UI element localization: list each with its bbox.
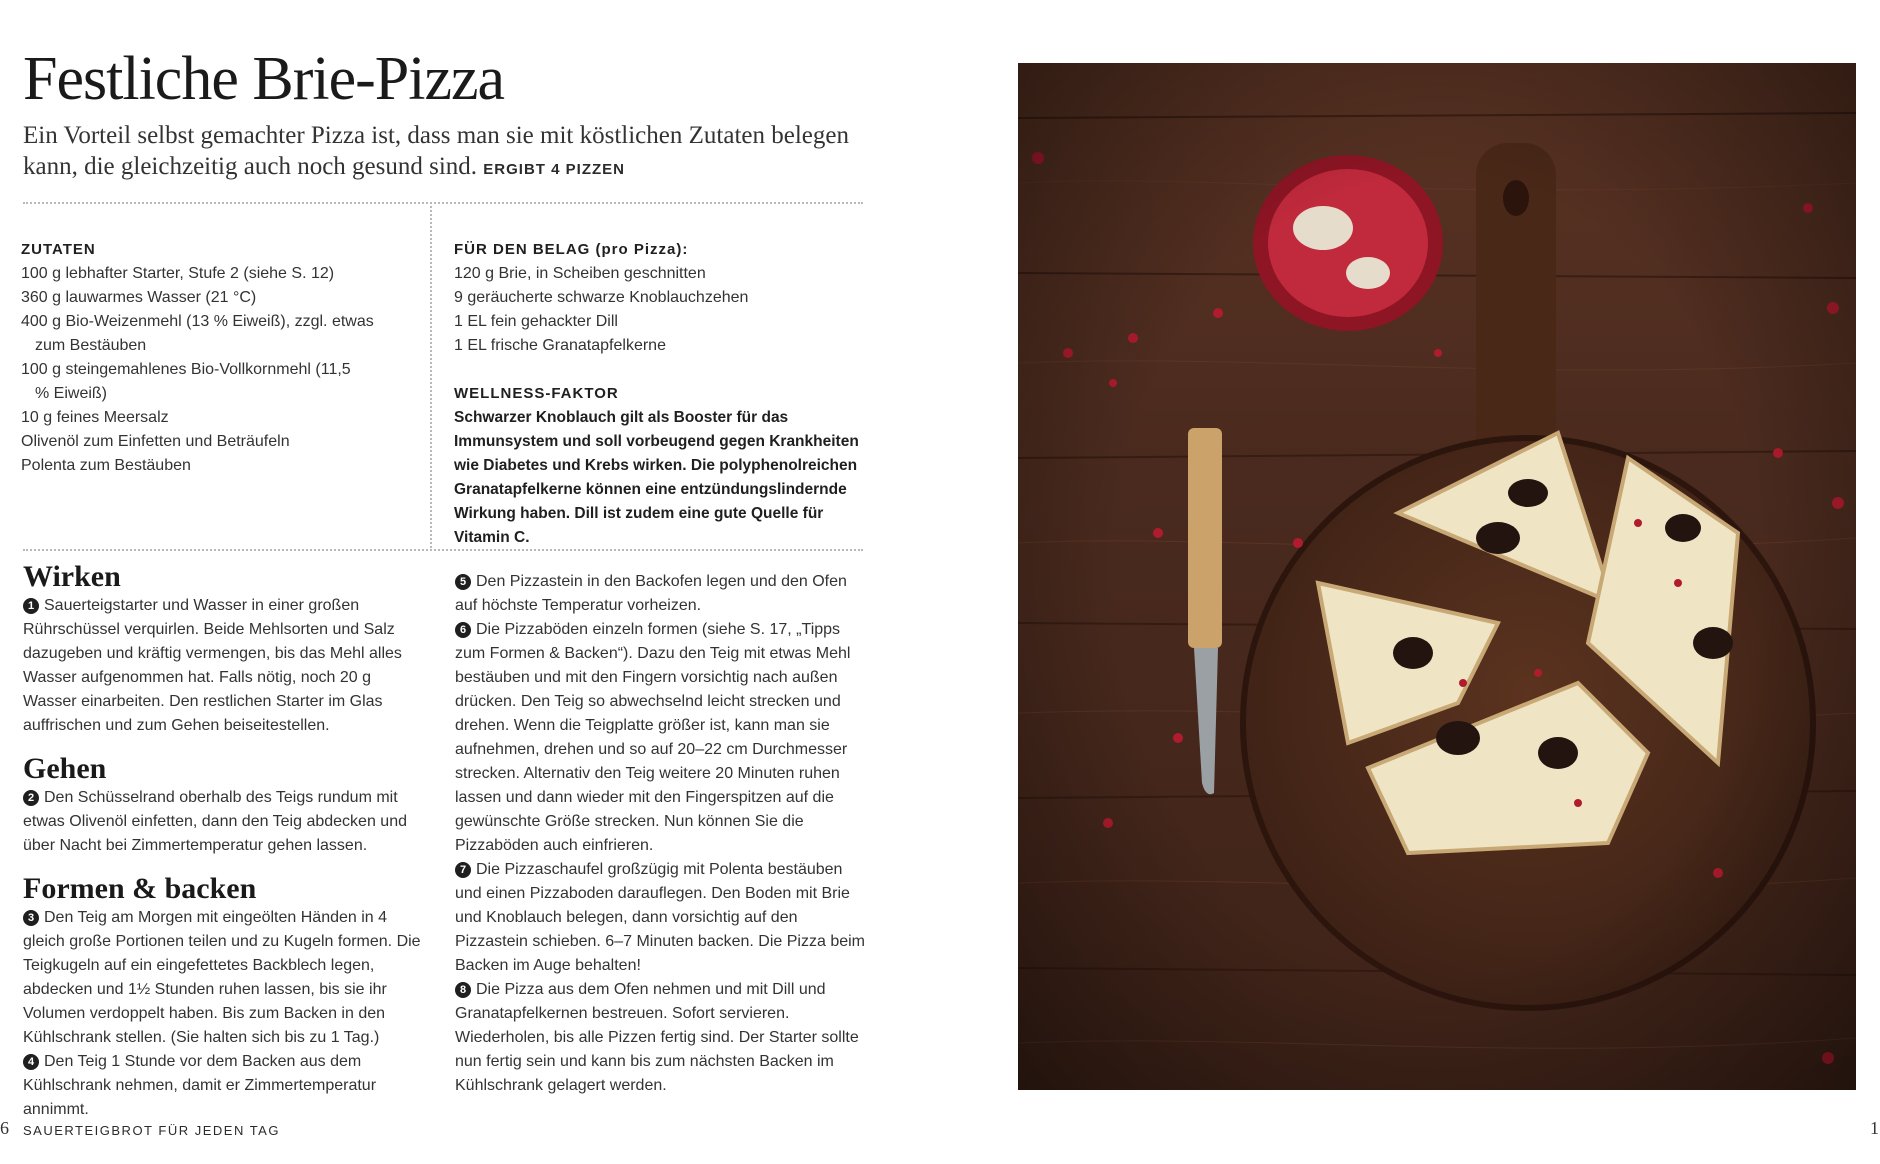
step-text: Den Teig am Morgen mit eingeölten Händen in 4 gleich große Portionen teilen und zu Kugeln formen. Die Teigkugeln auf ein eingefettetes Backblech legen, abdecken und 1½ Stunden ruhen lassen, bis sie ihr Volumen verdoppelt haben. Bis zum Backen in den Kühlschrank stellen. (Sie halten sich bis zu 1 Tag.): [23, 909, 421, 1046]
book-title-footer: SAUERTEIGBROT FÜR JEDEN TAG: [23, 1123, 280, 1138]
step-number-badge: 2: [23, 790, 39, 806]
divider-top: [23, 202, 863, 204]
step-number-badge: 7: [455, 862, 471, 878]
step-text: Den Schüsselrand oberhalb des Teigs rundum mit etwas Olivenöl einfetten, dann den Teig abdecken und über Nacht bei Zimmertemperatur gehen lassen.: [23, 789, 407, 854]
section-wirken: [23, 560, 428, 738]
topping-item: 1 EL fein gehackter Dill: [454, 313, 618, 330]
ingredient-item: 100 g lebhafter Starter, Stufe 2 (siehe S. 12): [21, 265, 335, 282]
step-number-badge: 8: [455, 982, 471, 998]
step-number-badge: 3: [23, 910, 39, 926]
ingredient-item: Olivenöl zum Einfetten und Beträufeln: [21, 433, 290, 450]
yield-label: ERGIBT 4 PIZZEN: [483, 161, 625, 178]
page-number-right: 1: [1870, 1118, 1879, 1138]
method-step: [23, 594, 428, 738]
recipe-intro: [23, 120, 863, 185]
step-text: Sauerteigstarter und Wasser in einer großen Rührschüssel verquirlen. Beide Mehlsorten und Salz dazugeben und kräftig vermengen, bis das Mehl alles Wasser aufgenommen hat. Falls nötig, noch 20 g Wasser einarbeiten. Den restlichen Starter im Glas auffrischen und zum Gehen beiseitestellen.: [23, 597, 402, 734]
method-step: [455, 978, 865, 1098]
method-step: [23, 906, 428, 1050]
section-heading: Formen & backen: [23, 872, 257, 905]
step-number-badge: 5: [455, 574, 471, 590]
wellness-label: WELLNESS-FAKTOR: [454, 385, 619, 402]
step-text: Die Pizzaschaufel großzügig mit Polenta bestäuben und einen Pizzaboden darauflegen. Den Boden mit Brie und Knoblauch belegen, dann vorsichtig auf den Pizzastein schieben. 6–7 Minuten backen. Die Pizza beim Backen im Auge behalten!: [455, 861, 865, 974]
topping-item: 1 EL frische Granatapfelkerne: [454, 337, 666, 354]
method-column-left: [23, 560, 428, 1136]
section-heading: Gehen: [23, 752, 107, 785]
ingredients-label: ZUTATEN: [21, 241, 96, 258]
step-text: Die Pizzaböden einzeln formen (siehe S. 17, „Tipps zum Formen & Backen“). Dazu den Teig mit etwas Mehl bestäuben und mit den Fingern vorsichtig nach außen drücken. Den Teig so abwechselnd leicht strecken und drehen. Wenn die Teigplatte größer ist, kann man sie aufnehmen, drehen und so auf 20–22 cm Durchmesser strecken. Alternativ den Teig weitere 20 Minuten ruhen lassen und dann wieder mit den Fingerspitzen auf die gewünschte Größe strecken. Nun können Sie die Pizzaböden auch einfrieren.: [455, 621, 851, 854]
ingredient-item: 400 g Bio-Weizenmehl (13 % Eiweiß), zzgl. etwas zum Bestäuben: [21, 313, 374, 354]
method-step: [455, 570, 865, 618]
step-number-badge: 6: [455, 622, 471, 638]
section-gehen: [23, 752, 428, 858]
method-step: [23, 1050, 428, 1122]
ingredient-item: 100 g steingemahlenes Bio-Vollkornmehl (11,5 % Eiweiß): [21, 361, 351, 402]
page-number-left: 6: [0, 1118, 9, 1138]
wellness-text: Schwarzer Knoblauch gilt als Booster für das Immunsystem und soll vorbeugend gegen Krankheiten wie Diabetes und Krebs wirken. Die polyphenolreichen Granatapfelkerne können eine entzündungslindernde Wirkung haben. Dill ist zudem eine gute Quelle für Vitamin C.: [454, 409, 859, 546]
step-number-badge: 1: [23, 598, 39, 614]
method-column-right: [455, 570, 865, 1098]
step-text: Den Pizzastein in den Backofen legen und den Ofen auf höchste Temperatur vorheizen.: [455, 573, 847, 614]
ingredients-block: [21, 238, 421, 478]
topping-item: 9 geräucherte schwarze Knoblauchzehen: [454, 289, 749, 306]
divider-vertical: [430, 206, 432, 548]
section-formen: [23, 872, 428, 1122]
wellness-block: [454, 382, 864, 550]
topping-label: FÜR DEN BELAG (pro Pizza):: [454, 241, 689, 258]
step-text: Die Pizza aus dem Ofen nehmen und mit Dill und Granatapfelkernen bestreuen. Sofort servieren. Wiederholen, bis alle Pizzen fertig sind. Der Starter sollte nun fertig sein und kann bis zum nächsten Backen im Kühlschrank gelagert werden.: [455, 981, 859, 1094]
intro-text: Ein Vorteil selbst gemachter Pizza ist, dass man sie mit köstlichen Zutaten belegen kann, die gleichzeitig auch noch gesund sind.: [23, 122, 849, 180]
section-heading: Wirken: [23, 560, 121, 593]
pizza-photo: [1018, 63, 1856, 1090]
step-number-badge: 4: [23, 1054, 39, 1070]
ingredients-list: [21, 262, 421, 478]
ingredient-item: 360 g lauwarmes Wasser (21 °C): [21, 289, 257, 306]
topping-list: [454, 262, 864, 358]
ingredient-item: 10 g feines Meersalz: [21, 409, 169, 426]
method-step: [455, 858, 865, 978]
method-step: [23, 786, 428, 858]
step-text: Den Teig 1 Stunde vor dem Backen aus dem Kühlschrank nehmen, damit er Zimmertemperatur annimmt.: [23, 1053, 377, 1118]
recipe-title: Festliche Brie-Pizza: [23, 45, 504, 113]
recipe-page: [0, 0, 880, 1164]
topping-item: 120 g Brie, in Scheiben geschnitten: [454, 265, 706, 282]
pizza-photo-illustration: [1018, 63, 1856, 1090]
ingredient-item: Polenta zum Bestäuben: [21, 457, 191, 474]
topping-block: [454, 238, 864, 550]
method-step: [455, 618, 865, 858]
